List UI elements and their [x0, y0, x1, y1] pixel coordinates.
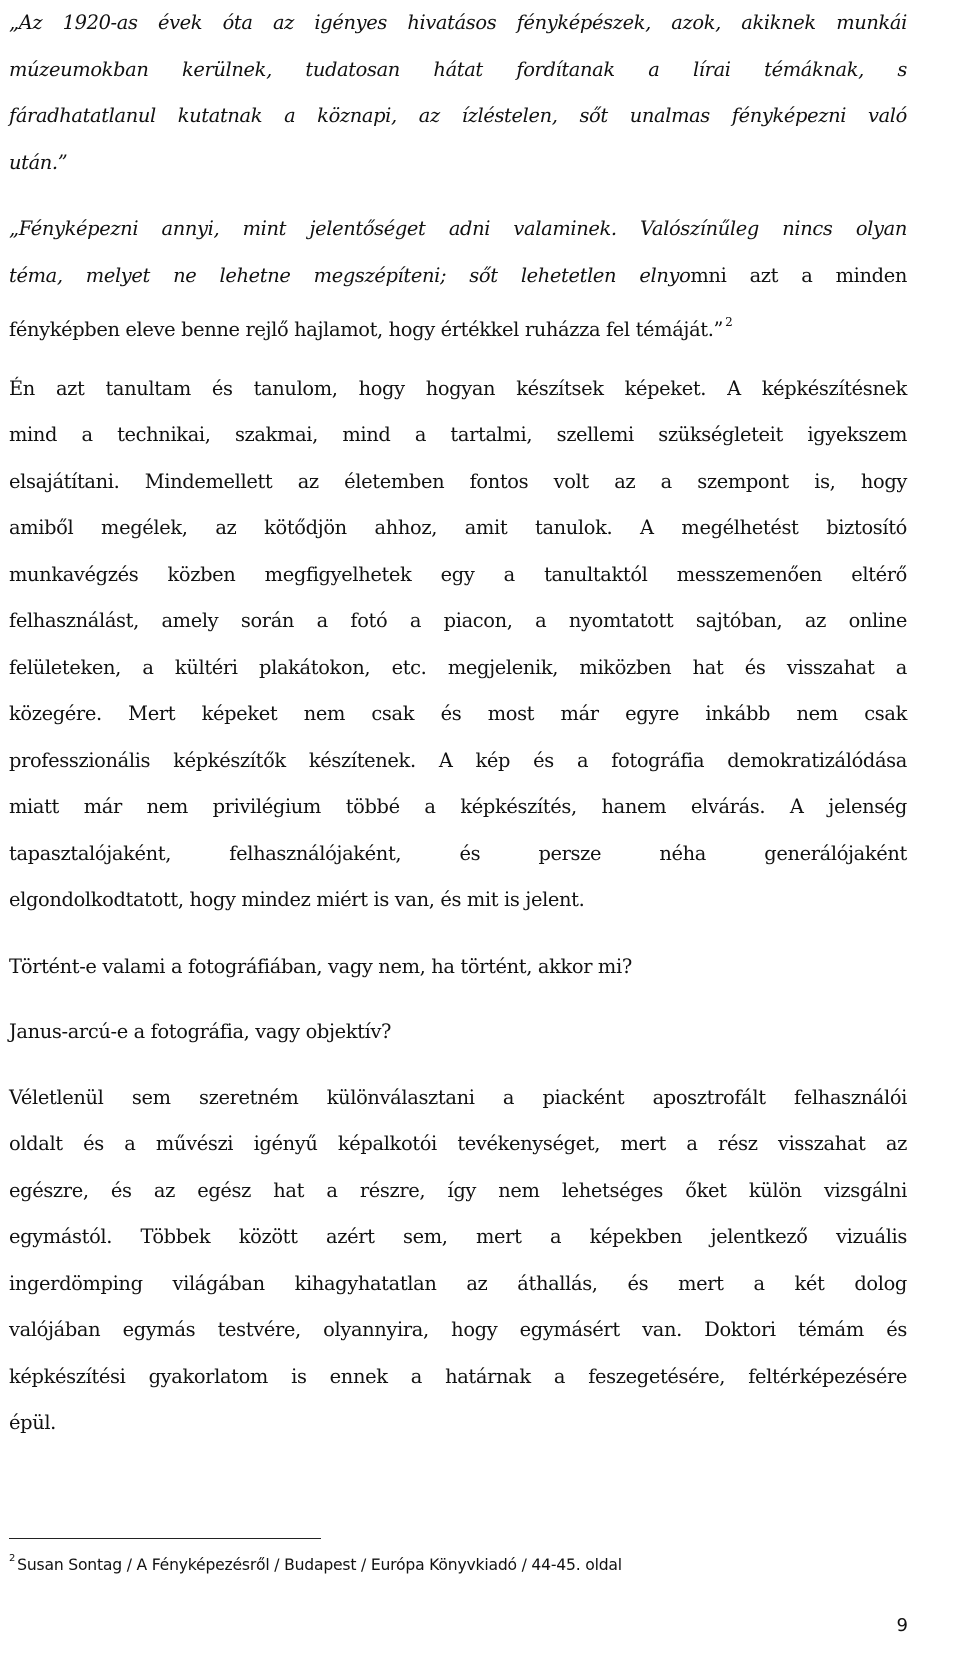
text-line: professzionális képkészítők készítenek. A kép és a fotográfia demokratizálódása — [9, 748, 907, 772]
text-line: fáradhatatlanul kutatnak a köznapi, az ízléstelen, sőt unalmas fényképezni való — [9, 104, 907, 127]
paragraph — [9, 206, 907, 346]
page-number: 9 — [896, 1615, 908, 1636]
text-segment: fényképben eleve benne rejlő hajlamot, hogy értékkel ruházza fel témáját.” — [9, 318, 724, 341]
text-line: miatt már nem privilégium többé a képkészítés, hanem elvárás. A jelenség — [9, 795, 907, 818]
text-line: valójában egymás testvére, olyannyira, hogy egymásért van. Doktori témám és — [9, 1318, 907, 1341]
footnote — [9, 1553, 622, 1574]
paragraph-gap — [9, 990, 907, 1009]
footnote-text: Susan Sontag / A Fényképezésről / Budapest / Európa Könyvkiadó / 44-45. oldal — [17, 1556, 622, 1574]
text-line: „Az 1920-as évek óta az igényes hivatásos fényképészek, azok, akiknek munkái — [9, 11, 907, 34]
text-line: amiből megélek, az kötődjön ahhoz, amit tanulok. A megélhetést biztosító — [9, 516, 907, 539]
text-line — [9, 299, 907, 346]
text-line: Janus-arcú-e a fotográfia, vagy objektív? — [9, 1020, 392, 1043]
text-segment: „Fényképezni annyi, mint jelentőséget adni valaminek. Valószínűleg nincs olyan — [9, 217, 907, 240]
text-line: ingerdömping világában kihagyhatatlan az áthallás, és mert a két dolog — [9, 1271, 907, 1295]
text-line: felhasználást, amely során a fotó a piacon, a nyomtatott sajtóban, az online — [9, 609, 907, 632]
paragraph-gap — [9, 1056, 907, 1075]
text-line: után.” — [9, 150, 68, 174]
footnote-number: 2 — [9, 1553, 16, 1564]
text-line: felületeken, a kültéri plakátokon, etc. megjelenik, miközben hat és visszahat a — [9, 655, 907, 679]
text-line: egészre, és az egész hat a részre, így nem lehetséges őket külön vizsgálni — [9, 1178, 907, 1202]
footnote-reference[interactable]: 2 — [725, 315, 733, 329]
text-line: munkavégzés közben megfigyelhetek egy a tanultaktól messzemenően eltérő — [9, 562, 907, 586]
paragraph-gap — [9, 186, 907, 206]
text-line: Én azt tanultam és tanulom, hogy hogyan készítsek képeket. A képkészítésnek — [9, 376, 907, 400]
text-line: elsajátítani. Mindemellett az életemben fontos volt az a szempont is, hogy — [9, 469, 907, 493]
paragraph — [9, 366, 907, 924]
text-line: oldalt és a művészi igényű képalkotói tevékenységet, mert a rész visszahat az — [9, 1132, 907, 1155]
paragraph-gap — [9, 346, 907, 366]
text-line: Véletlenül sem szeretném különválasztani a piacként aposztrofált felhasználói — [9, 1085, 907, 1109]
text-line: mind a technikai, szakmai, mind a tartalmi, szellemi szükségleteit igyekszem — [9, 423, 907, 446]
paragraph — [9, 1075, 907, 1447]
paragraph-gap — [9, 924, 907, 944]
text-segment: téma, melyet ne lehetne megszépíteni; sőt lehetetlen elnyo — [9, 263, 691, 287]
document-body — [9, 0, 907, 1447]
text-line: tapasztalójaként, felhasználójaként, és persze néha generálójaként — [9, 841, 907, 865]
text-line: közegére. Mert képeket nem csak és most már egyre inkább nem csak — [9, 702, 907, 725]
text-line: egymástól. Többek között azért sem, mert a képekben jelentkező vizuális — [9, 1225, 907, 1248]
paragraph — [9, 1009, 907, 1056]
text-line: épül. — [9, 1411, 56, 1434]
text-line: múzeumokban kerülnek, tudatosan hátat fordítanak a lírai témáknak, s — [9, 57, 907, 81]
text-line: Történt-e valami a fotográfiában, vagy nem, ha történt, akkor mi? — [9, 954, 632, 978]
text-line — [9, 253, 907, 300]
text-segment: mni azt a minden — [690, 263, 907, 287]
footnote-separator — [9, 1538, 321, 1539]
paragraph — [9, 0, 907, 186]
paragraph — [9, 944, 907, 991]
text-line: képkészítési gyakorlatom is ennek a határnak a feszegetésére, feltérképezésére — [9, 1364, 907, 1388]
text-line: elgondolkodtatott, hogy mindez miért is van, és mit is jelent. — [9, 888, 585, 911]
text-line — [9, 206, 907, 253]
